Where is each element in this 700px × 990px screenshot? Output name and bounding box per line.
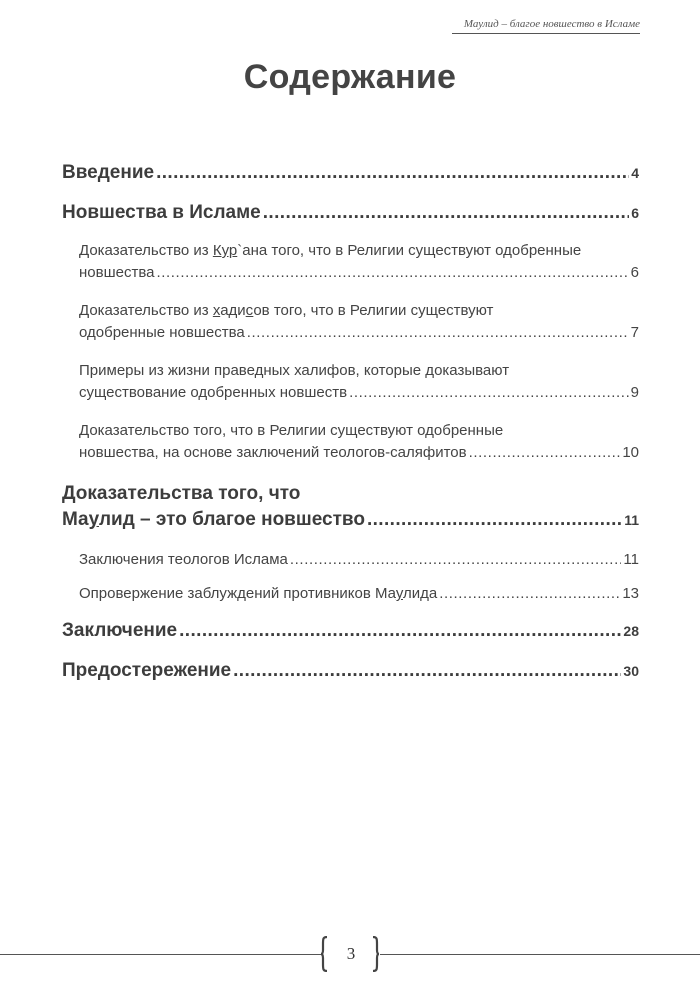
toc-page-number: 7 — [630, 324, 639, 341]
dot-leader — [156, 264, 628, 281]
toc-entry-dokaz-quran[interactable] — [79, 242, 639, 281]
footer-rule-left — [0, 954, 322, 955]
toc-page-number: 11 — [623, 551, 639, 568]
toc-page-number: 4 — [631, 165, 639, 181]
toc-entry-line1: Доказательство того, что в Религии существуют одобренные — [79, 422, 504, 439]
toc-entry-line1: Доказательство из Кур`ана того, что в Религии существуют одобренные — [79, 242, 582, 259]
right-brace-icon — [372, 936, 380, 972]
toc-entry-maulid[interactable] — [62, 483, 639, 531]
toc-page-number: 10 — [622, 444, 639, 461]
toc-entry-zakl-teol[interactable] — [79, 551, 639, 568]
toc-entry-line2: существование одобренных новшеств — [79, 384, 348, 401]
page-number: 3 — [346, 944, 356, 963]
toc-entry-oproverzh[interactable] — [79, 585, 639, 602]
toc-page-number: 6 — [631, 205, 639, 221]
toc-entry-predosterezh[interactable] — [62, 660, 639, 682]
toc-page-number: 9 — [630, 384, 639, 401]
toc-page-number: 13 — [622, 585, 639, 602]
toc-entry-teologi[interactable] — [79, 422, 639, 461]
toc-entry-line2: Маулид – это благое новшество — [62, 509, 365, 530]
toc-entry-line2: новшества, на основе заключений теологов-саляфитов — [79, 444, 467, 461]
toc-entry-novshestva[interactable] — [62, 202, 639, 224]
dot-leader — [247, 324, 629, 341]
dot-leader — [367, 509, 622, 531]
toc-entry-title: Новшества в Исламе — [62, 202, 261, 223]
toc-entry-title: Предостережение — [62, 660, 232, 681]
toc-entry-title: Заключение — [62, 620, 178, 641]
page-title: Содержание — [243, 58, 457, 96]
toc-entry-title: Введение — [62, 162, 155, 183]
toc-entry-title: Заключения теологов Ислама — [79, 551, 288, 568]
toc-entry-line1: Доказательство из хадисов того, что в Религии существуют — [79, 302, 494, 319]
toc-page-number: 11 — [624, 512, 639, 528]
dot-leader — [263, 202, 629, 224]
toc-entry-dokaz-hadis[interactable] — [79, 302, 639, 341]
toc-page-number: 28 — [623, 623, 639, 639]
toc-page-number: 30 — [623, 663, 639, 679]
dot-leader — [349, 384, 629, 401]
toc-entry-line1: Примеры из жизни праведных халифов, которые доказывают — [79, 362, 510, 379]
toc-entry-primery[interactable] — [79, 362, 639, 401]
dot-leader — [156, 162, 629, 184]
toc-page-number: 6 — [630, 264, 639, 281]
dot-leader — [179, 620, 621, 642]
footer-rule-right — [380, 954, 700, 955]
dot-leader — [469, 444, 621, 461]
dot-leader — [233, 660, 621, 682]
toc-entry-line2: одобренные новшества — [79, 324, 245, 341]
toc-entry-line1: Доказательства того, что — [62, 483, 301, 504]
dot-leader — [290, 551, 622, 568]
toc-entry-line2: новшества — [79, 264, 155, 281]
toc-entry-vvedenie[interactable] — [62, 162, 639, 184]
dot-leader — [439, 585, 620, 602]
toc-entry-title: Опровержение заблуждений противников Маулида — [79, 585, 438, 602]
running-header: Маулид – благое новшество в Исламе — [452, 18, 640, 34]
toc-entry-zakluchenie[interactable] — [62, 620, 639, 642]
